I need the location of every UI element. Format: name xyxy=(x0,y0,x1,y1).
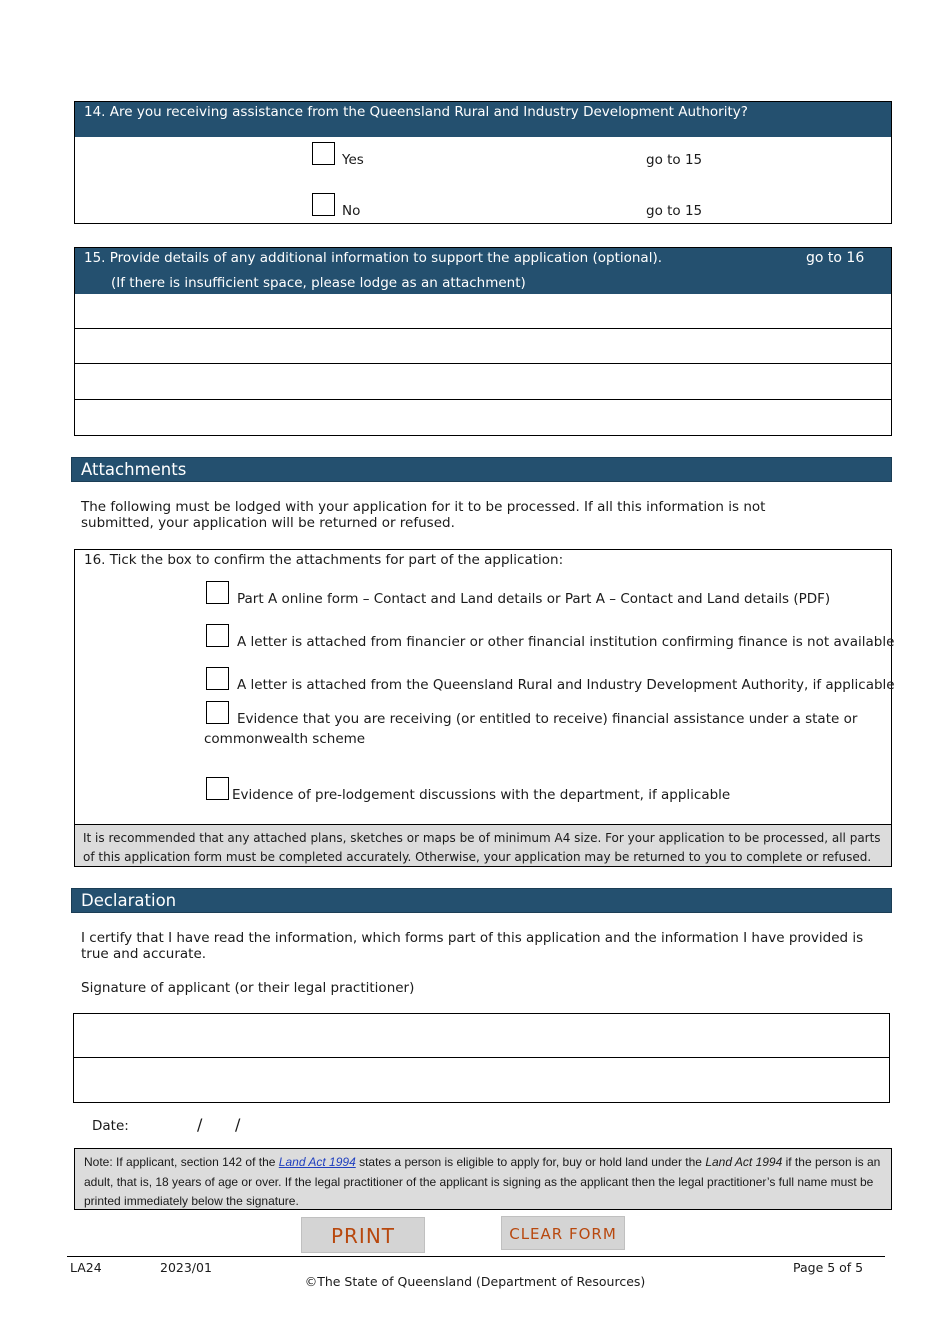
q14-title: 14. Are you receiving assistance from the Queensland Rural and Industry Development Authority? xyxy=(84,104,748,120)
note-text: states a person is eligible to apply for, buy or hold land under the xyxy=(355,1155,706,1169)
q14-yes-checkbox[interactable] xyxy=(312,142,335,165)
q15-title: 15. Provide details of any additional information to support the application (optional). xyxy=(84,250,663,266)
q14-yes-label: Yes xyxy=(342,152,364,168)
print-button[interactable]: PRINT xyxy=(301,1217,425,1253)
attachment-item-4: Evidence that you are receiving (or entitled to receive) financial assistance under a state or xyxy=(237,711,858,727)
date-label: Date: xyxy=(92,1118,129,1134)
footer-form-code: LA24 xyxy=(70,1260,102,1275)
declaration-note-box xyxy=(74,1148,892,1210)
note-text: Note: If applicant, section 142 of the xyxy=(84,1155,279,1169)
q15-input-line-1[interactable] xyxy=(75,294,891,328)
q15-header xyxy=(75,248,891,294)
note-text: if the person is an adult, that is, 18 years of age or over. If the legal practitioner of the applicant is signing as the applicant then the legal practitioner’s full name must be printed immediately below the signature. xyxy=(84,1155,881,1208)
footer-page-number: Page 5 of 5 xyxy=(793,1260,864,1275)
q14-no-checkbox[interactable] xyxy=(312,193,335,216)
q15-input-line-2[interactable] xyxy=(75,329,891,363)
q15-goto: go to 16 xyxy=(806,250,865,266)
attachment-item-3: A letter is attached from the Queensland Rural and Industry Development Authority, if applicable xyxy=(237,677,895,693)
attachments-intro: The following must be lodged with your application for it to be processed. If all this information is not submitted, your application will be returned or refused. xyxy=(81,499,766,531)
signature-box xyxy=(73,1013,890,1103)
date-day-field[interactable] xyxy=(140,1114,194,1136)
signature-field[interactable] xyxy=(74,1014,889,1058)
land-act-link[interactable]: Land Act 1994 xyxy=(278,1155,356,1169)
declaration-heading xyxy=(71,888,892,913)
q15-input-line-3[interactable] xyxy=(75,364,891,399)
q14-no-label: No xyxy=(342,203,361,219)
attachment-checkbox-2[interactable] xyxy=(206,624,229,647)
q16-title: 16. Tick the box to confirm the attachments for part of the application: xyxy=(84,552,564,568)
attachment-item-2: A letter is attached from financier or other financial institution confirming finance is not available xyxy=(237,634,895,650)
attachment-checkbox-4[interactable] xyxy=(206,701,229,724)
date-separator: / xyxy=(197,1115,203,1134)
date-year-field[interactable] xyxy=(246,1114,306,1136)
attachment-checkbox-1[interactable] xyxy=(206,581,229,604)
attachments-heading xyxy=(71,457,892,482)
declaration-certify: I certify that I have read the information, which forms part of this application and the information I have provided is true and accurate. xyxy=(81,930,864,962)
attachments-note-box xyxy=(75,824,891,866)
signature-name-field[interactable] xyxy=(74,1059,889,1102)
q15-input-line-4[interactable] xyxy=(75,400,891,435)
attachments-heading-text: Attachments xyxy=(81,460,187,479)
footer-copyright: ©The State of Queensland (Department of Resources) xyxy=(304,1274,646,1289)
footer-rule xyxy=(67,1256,885,1257)
date-separator: / xyxy=(235,1115,241,1134)
q14-yes-goto: go to 15 xyxy=(646,152,703,168)
q15-subtitle: (If there is insufficient space, please lodge as an attachment) xyxy=(111,275,526,291)
date-month-field[interactable] xyxy=(206,1114,234,1136)
attachment-checkbox-3[interactable] xyxy=(206,667,229,690)
signature-label: Signature of applicant (or their legal practitioner) xyxy=(81,980,415,996)
q14-section xyxy=(74,101,892,224)
attachment-item-4-cont: commonwealth scheme xyxy=(204,731,366,747)
declaration-heading-text: Declaration xyxy=(81,891,177,910)
attachments-note: It is recommended that any attached plans, sketches or maps be of minimum A4 size. For your application to be processed, all parts of this application form must be completed accurately. Otherwise, your application may be returned to you to complete or refused. xyxy=(83,831,881,864)
clear-form-button[interactable]: CLEAR FORM xyxy=(501,1216,625,1250)
attachment-item-5: Evidence of pre-lodgement discussions with the department, if applicable xyxy=(232,787,731,803)
attachment-checkbox-5[interactable] xyxy=(206,777,229,800)
attachment-item-1: Part A online form – Contact and Land details or Part A – Contact and Land details (PDF) xyxy=(237,591,831,607)
note-act-title: Land Act 1994 xyxy=(705,1155,783,1169)
q14-no-goto: go to 15 xyxy=(646,203,703,219)
footer-version: 2023/01 xyxy=(160,1260,212,1275)
q14-header xyxy=(75,102,891,137)
